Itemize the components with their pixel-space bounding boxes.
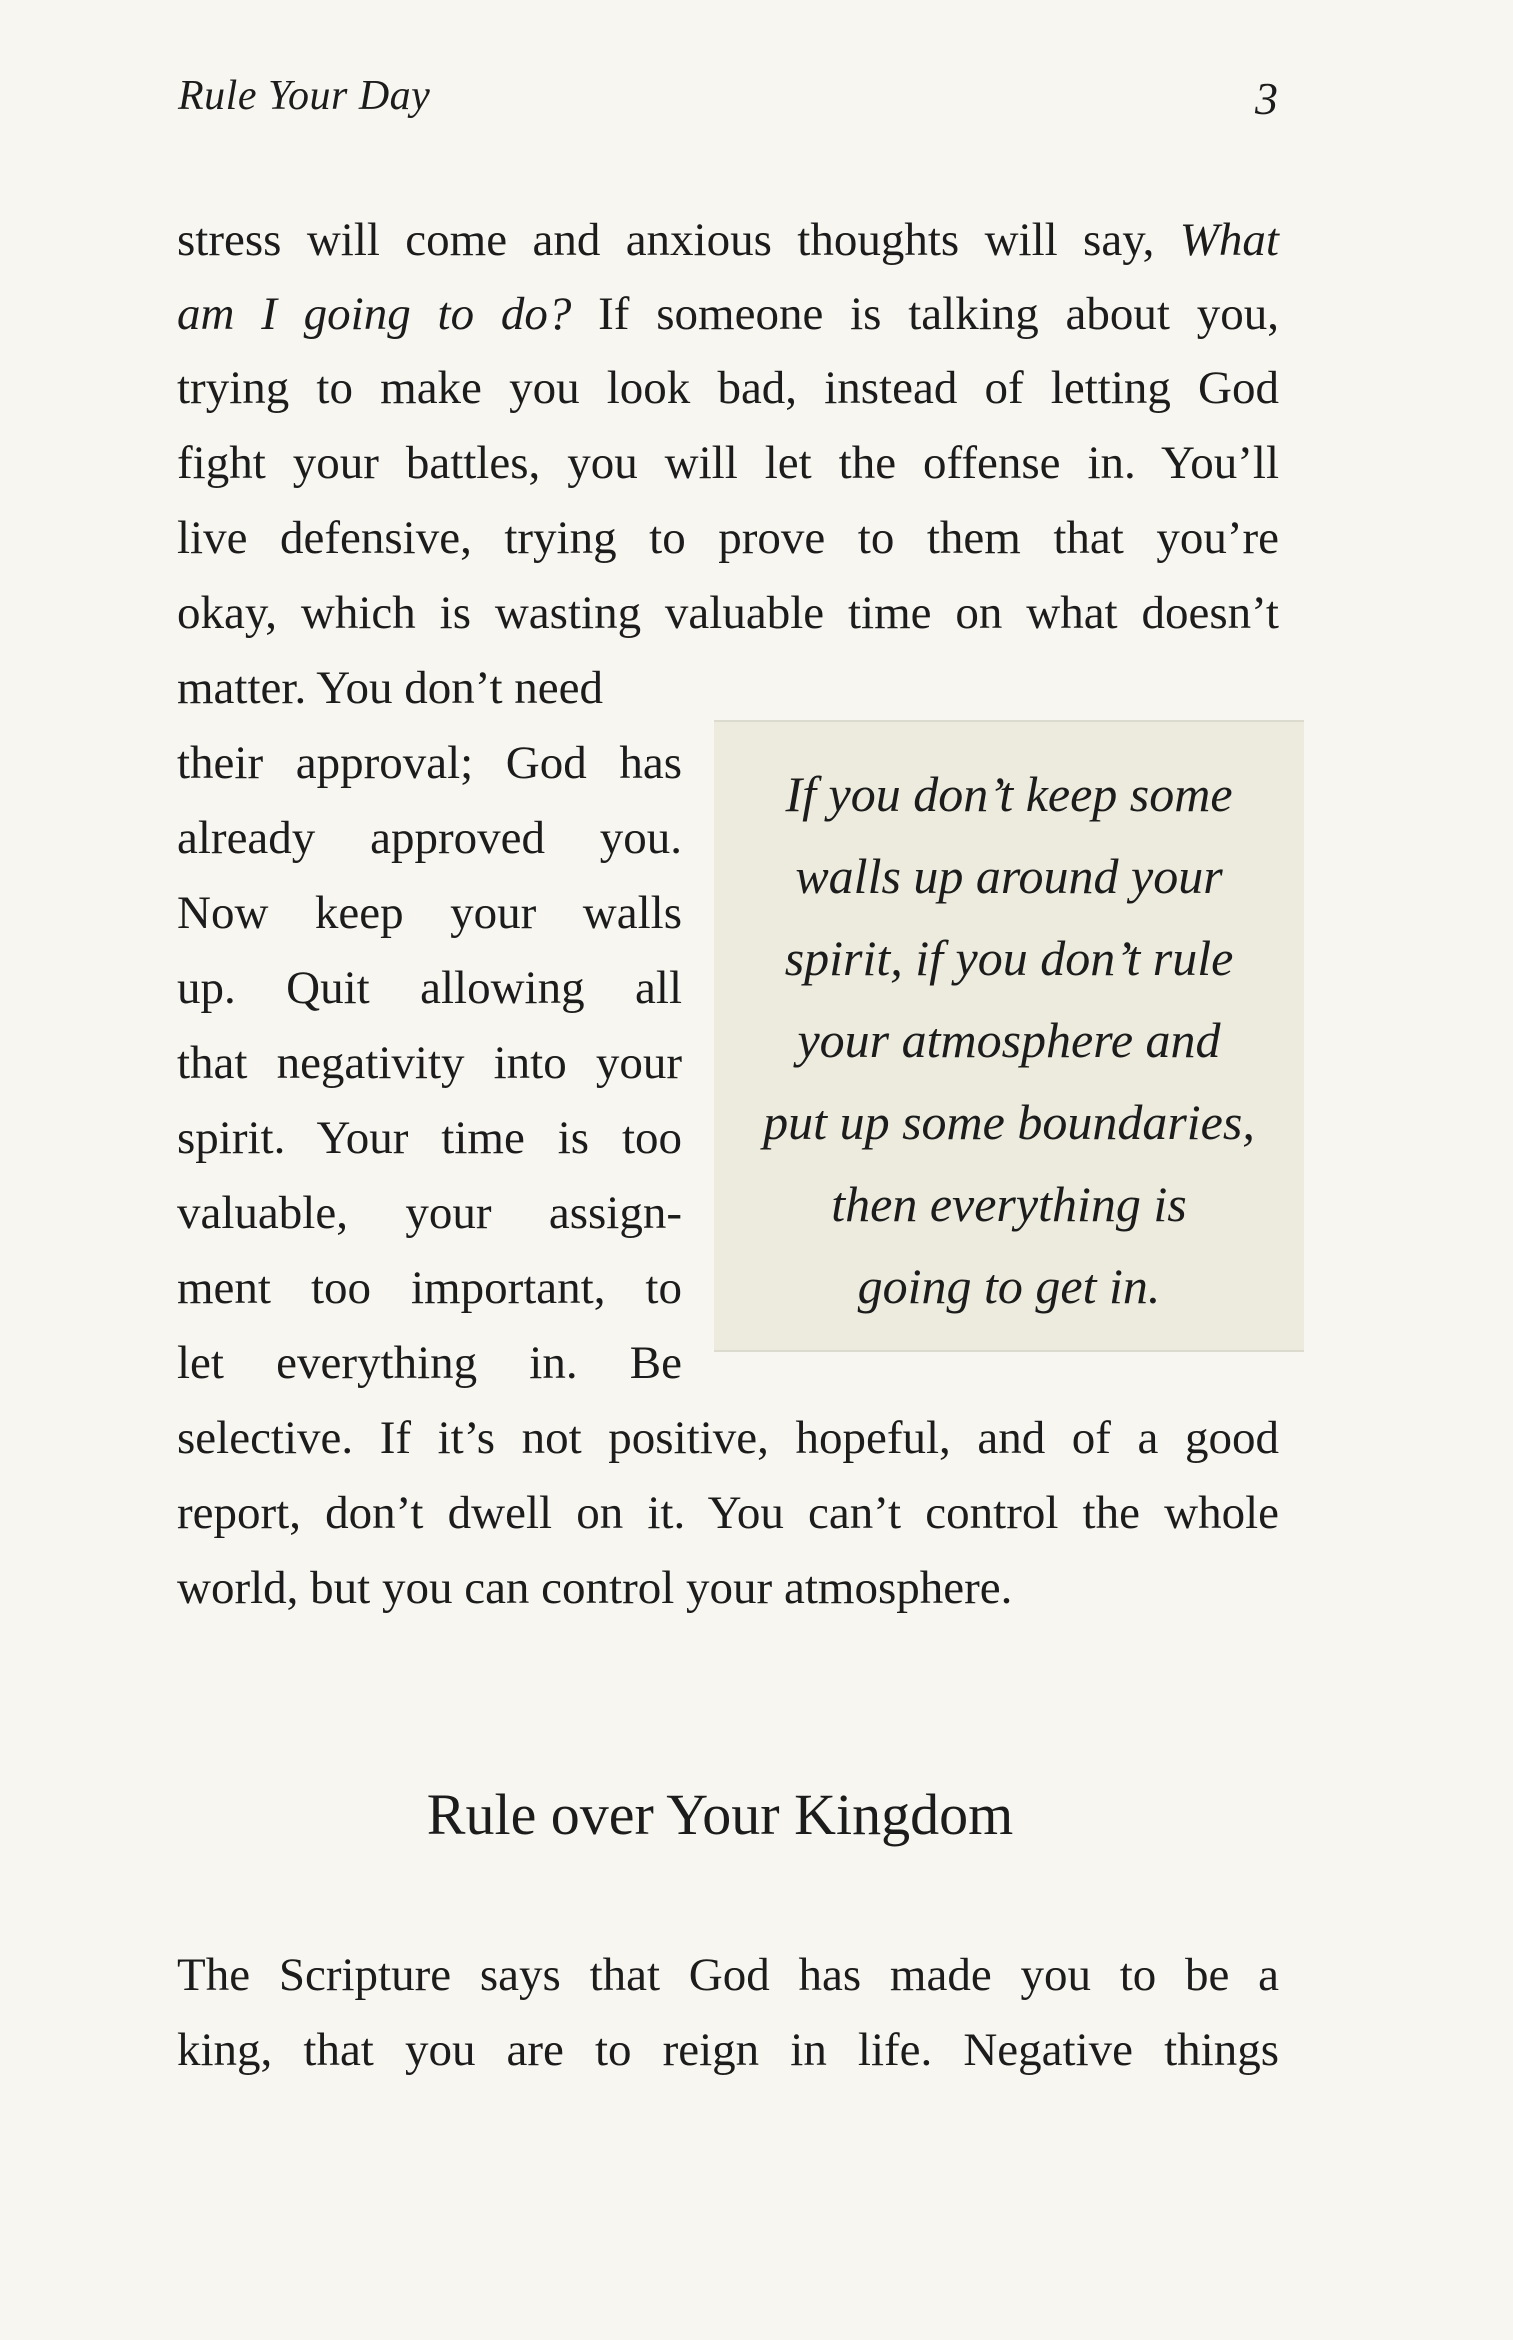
body-line: valuable, your assign- (177, 1187, 682, 1239)
section-heading: Rule over Your Kingdom (426, 1782, 1014, 1847)
body-line-text: stress will come and anxious thoughts will say, (177, 214, 1180, 266)
body-line: report, don’t dwell on it. You can’t control the whole (177, 1487, 1279, 1539)
body-line: world, but you can control your atmosphere. (177, 1562, 1013, 1614)
body-line: spirit. Your time is too (177, 1112, 682, 1164)
body-line: already approved you. (177, 812, 682, 864)
pullquote-line: walls up around your (795, 848, 1223, 904)
body-line: selective. If it’s not positive, hopeful, and of a good (177, 1412, 1279, 1464)
italic-text: am I going to do? (177, 288, 572, 340)
body-line: okay, which is wasting valuable time on what doesn’t (177, 587, 1279, 639)
pullquote-line: going to get in. (857, 1258, 1161, 1314)
body-line: fight your battles, you will let the offense in. You’ll (177, 437, 1279, 489)
body-line: live defensive, trying to prove to them that you’re (177, 512, 1279, 564)
body-line: The Scripture says that God has made you to be a (177, 1949, 1279, 2001)
body-line: trying to make you look bad, instead of letting God (177, 362, 1279, 414)
body-line: ment too important, to (177, 1262, 682, 1314)
pullquote-line: If you don’t keep some (785, 766, 1233, 822)
pullquote-line: then everything is (831, 1176, 1187, 1232)
body-line (177, 284, 1279, 344)
running-head: Rule Your Day (178, 73, 431, 119)
body-line: matter. You don’t need (177, 662, 604, 714)
pullquote-box (714, 720, 1304, 1352)
body-line: Now keep your walls (177, 887, 682, 939)
body-line: let everything in. Be (177, 1337, 682, 1389)
pullquote-line: spirit, if you don’t rule (784, 930, 1234, 986)
body-line: king, that you are to reign in life. Negative things (177, 2024, 1279, 2076)
italic-text: What (1179, 214, 1279, 266)
page-number: 3 (1255, 73, 1278, 124)
body-line-text: If someone is talking about you, (571, 288, 1279, 340)
pullquote-line: put up some boundaries, (763, 1094, 1255, 1150)
body-line: their approval; God has (177, 737, 682, 789)
pullquote-line: your atmosphere and (797, 1012, 1221, 1068)
body-line (177, 210, 1279, 270)
body-line: up. Quit allowing all (177, 962, 682, 1014)
body-line: that negativity into your (177, 1037, 682, 1089)
